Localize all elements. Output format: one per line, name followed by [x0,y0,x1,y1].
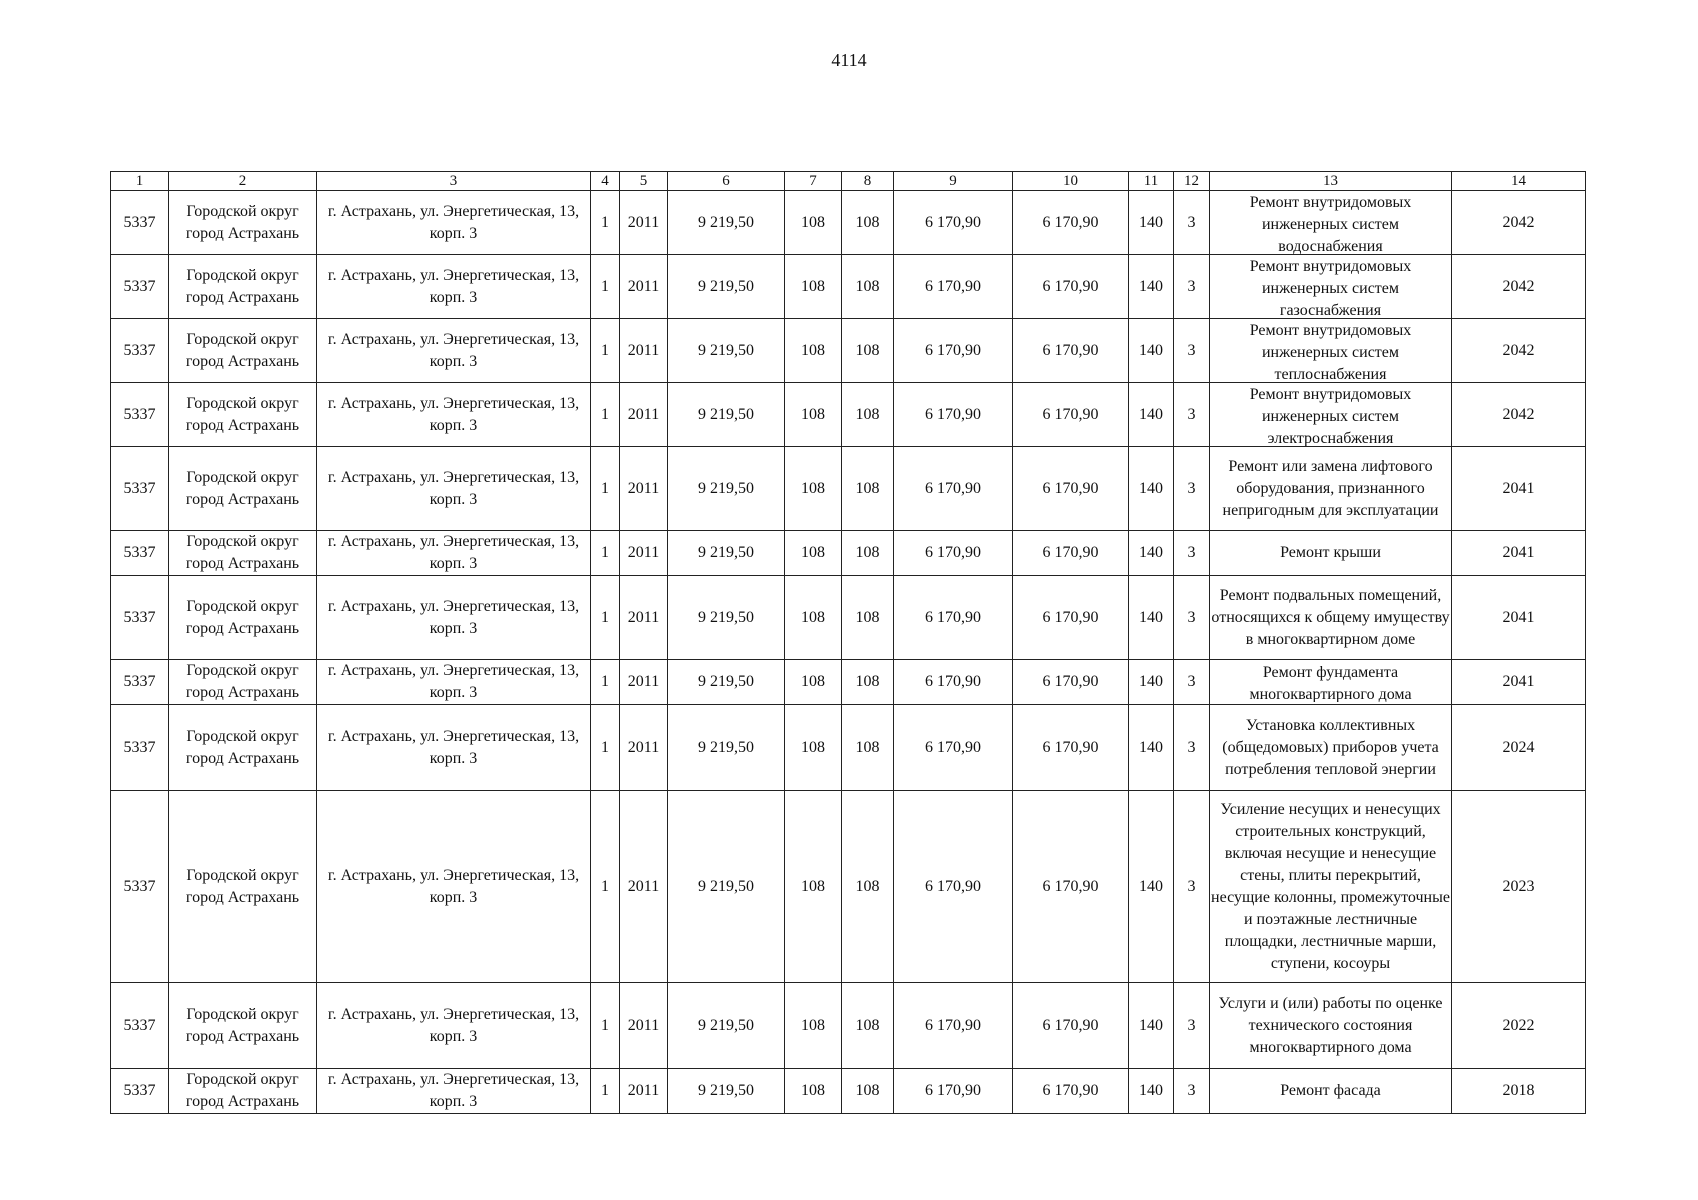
cell-total-area: 9 219,50 [668,1069,785,1114]
cell-col4: 1 [591,319,620,383]
cell-total-area: 9 219,50 [668,319,785,383]
cell-id: 5337 [111,983,169,1069]
cell-col11: 140 [1129,447,1174,531]
cell-address: г. Астрахань, ул. Энергетическая, 13, корп. 3 [317,791,591,983]
cell-area-9: 6 170,90 [894,255,1013,319]
cell-work-type [1210,705,1452,791]
cell-address: г. Астрахань, ул. Энергетическая, 13, корп. 3 [317,447,591,531]
header-cell: 8 [842,172,894,191]
table-row [111,319,1586,383]
cell-year: 2011 [620,319,668,383]
work-type-text: Ремонт фундамента многоквартирного дома [1249,664,1412,702]
cell-col8: 108 [842,319,894,383]
cell-year: 2011 [620,791,668,983]
cell-col7: 108 [785,1069,842,1114]
cell-address: г. Астрахань, ул. Энергетическая, 13, корп. 3 [317,705,591,791]
cell-work-type [1210,383,1452,447]
cell-year: 2011 [620,705,668,791]
cell-total-area: 9 219,50 [668,255,785,319]
cell-total-area: 9 219,50 [668,531,785,576]
cell-area-9: 6 170,90 [894,791,1013,983]
cell-address: г. Астрахань, ул. Энергетическая, 13, корп. 3 [317,531,591,576]
cell-id: 5337 [111,255,169,319]
cell-address: г. Астрахань, ул. Энергетическая, 13, корп. 3 [317,1069,591,1114]
cell-year: 2011 [620,255,668,319]
cell-id: 5337 [111,791,169,983]
table-row [111,255,1586,319]
cell-col4: 1 [591,576,620,660]
cell-col4: 1 [591,255,620,319]
cell-municipality: Городской округ город Астрахань [169,255,317,319]
cell-municipality: Городской округ город Астрахань [169,1069,317,1114]
cell-id: 5337 [111,191,169,255]
cell-area-9: 6 170,90 [894,531,1013,576]
header-cell: 10 [1013,172,1129,191]
cell-area-9: 6 170,90 [894,660,1013,705]
cell-col8: 108 [842,383,894,447]
cell-col8: 108 [842,660,894,705]
cell-plan-year: 2041 [1452,447,1586,531]
table-row [111,576,1586,660]
cell-id: 5337 [111,705,169,791]
cell-col8: 108 [842,447,894,531]
cell-col7: 108 [785,447,842,531]
cell-col7: 108 [785,705,842,791]
cell-col11: 140 [1129,319,1174,383]
cell-address: г. Астрахань, ул. Энергетическая, 13, корп. 3 [317,576,591,660]
cell-work-type [1210,255,1452,319]
cell-col7: 108 [785,791,842,983]
cell-area-10: 6 170,90 [1013,383,1129,447]
cell-col8: 108 [842,576,894,660]
table-row [111,191,1586,255]
cell-col4: 1 [591,660,620,705]
cell-col8: 108 [842,983,894,1069]
cell-municipality: Городской округ город Астрахань [169,531,317,576]
cell-col12: 3 [1174,319,1210,383]
cell-id: 5337 [111,383,169,447]
cell-year: 2011 [620,447,668,531]
cell-address: г. Астрахань, ул. Энергетическая, 13, корп. 3 [317,983,591,1069]
header-cell: 1 [111,172,169,191]
cell-col11: 140 [1129,576,1174,660]
cell-area-9: 6 170,90 [894,383,1013,447]
cell-col4: 1 [591,983,620,1069]
work-type-text: Ремонт внутридомовых инженерных систем газоснабжения [1249,257,1412,318]
cell-col12: 3 [1174,983,1210,1069]
header-cell: 4 [591,172,620,191]
cell-col8: 108 [842,705,894,791]
cell-total-area: 9 219,50 [668,191,785,255]
work-type-text: Ремонт внутридомовых инженерных систем электроснабжения [1249,385,1412,446]
registry-table [110,171,1586,1114]
cell-work-type [1210,983,1452,1069]
cell-col8: 108 [842,255,894,319]
cell-address: г. Астрахань, ул. Энергетическая, 13, корп. 3 [317,255,591,319]
work-type-text: Услуги и (или) работы по оценке технического состояния многоквартирного дома [1218,994,1443,1056]
work-type-text: Ремонт крыши [1280,544,1381,561]
cell-year: 2011 [620,983,668,1069]
cell-area-10: 6 170,90 [1013,447,1129,531]
header-cell: 9 [894,172,1013,191]
cell-area-10: 6 170,90 [1013,1069,1129,1114]
cell-col12: 3 [1174,1069,1210,1114]
cell-work-type [1210,660,1452,705]
header-cell: 13 [1210,172,1452,191]
cell-col4: 1 [591,191,620,255]
work-type-text: Усиление несущих и ненесущих строительных конструкций, включая несущие и ненесущие стены, плиты перекрытий, несущие колонны, промежуточные и поэтажные лестничные площадки, лестничные марши, ступени, косоуры [1211,800,1450,972]
cell-id: 5337 [111,1069,169,1114]
cell-total-area: 9 219,50 [668,660,785,705]
cell-plan-year: 2018 [1452,1069,1586,1114]
cell-col7: 108 [785,660,842,705]
cell-plan-year: 2042 [1452,383,1586,447]
cell-col8: 108 [842,531,894,576]
cell-col8: 108 [842,1069,894,1114]
cell-municipality: Городской округ город Астрахань [169,447,317,531]
cell-area-10: 6 170,90 [1013,319,1129,383]
cell-col12: 3 [1174,660,1210,705]
cell-col7: 108 [785,576,842,660]
cell-work-type [1210,531,1452,576]
cell-area-10: 6 170,90 [1013,705,1129,791]
cell-col7: 108 [785,255,842,319]
cell-area-9: 6 170,90 [894,319,1013,383]
cell-work-type [1210,191,1452,255]
cell-col4: 1 [591,531,620,576]
cell-municipality: Городской округ город Астрахань [169,983,317,1069]
cell-col8: 108 [842,191,894,255]
cell-year: 2011 [620,383,668,447]
cell-address: г. Астрахань, ул. Энергетическая, 13, корп. 3 [317,319,591,383]
cell-col4: 1 [591,791,620,983]
cell-col7: 108 [785,383,842,447]
cell-work-type [1210,791,1452,983]
cell-municipality: Городской округ город Астрахань [169,576,317,660]
cell-work-type [1210,447,1452,531]
cell-municipality: Городской округ город Астрахань [169,791,317,983]
cell-col12: 3 [1174,383,1210,447]
work-type-text: Установка коллективных (общедомовых) приборов учета потребления тепловой энергии [1222,716,1439,778]
cell-plan-year: 2024 [1452,705,1586,791]
work-type-text: Ремонт или замена лифтового оборудования, признанного непригодным для эксплуатации [1222,457,1439,519]
cell-col12: 3 [1174,447,1210,531]
cell-municipality: Городской округ город Астрахань [169,705,317,791]
cell-municipality: Городской округ город Астрахань [169,660,317,705]
cell-work-type [1210,319,1452,383]
work-type-text: Ремонт внутридомовых инженерных систем водоснабжения [1249,193,1412,254]
cell-col12: 3 [1174,531,1210,576]
cell-address: г. Астрахань, ул. Энергетическая, 13, корп. 3 [317,191,591,255]
cell-area-10: 6 170,90 [1013,660,1129,705]
cell-total-area: 9 219,50 [668,983,785,1069]
table-row [111,791,1586,983]
cell-municipality: Городской округ город Астрахань [169,191,317,255]
cell-col7: 108 [785,319,842,383]
header-cell: 12 [1174,172,1210,191]
table-row [111,660,1586,705]
table-row [111,1069,1586,1114]
cell-col12: 3 [1174,791,1210,983]
cell-col4: 1 [591,383,620,447]
cell-col7: 108 [785,983,842,1069]
cell-id: 5337 [111,660,169,705]
header-cell: 2 [169,172,317,191]
cell-id: 5337 [111,531,169,576]
cell-work-type [1210,576,1452,660]
table-row [111,383,1586,447]
cell-col12: 3 [1174,705,1210,791]
cell-total-area: 9 219,50 [668,705,785,791]
cell-area-9: 6 170,90 [894,705,1013,791]
cell-id: 5337 [111,447,169,531]
cell-col11: 140 [1129,531,1174,576]
cell-municipality: Городской округ город Астрахань [169,319,317,383]
cell-area-9: 6 170,90 [894,191,1013,255]
table-row [111,531,1586,576]
cell-total-area: 9 219,50 [668,447,785,531]
cell-col4: 1 [591,1069,620,1114]
header-cell: 14 [1452,172,1586,191]
cell-plan-year: 2041 [1452,660,1586,705]
cell-id: 5337 [111,576,169,660]
cell-col11: 140 [1129,255,1174,319]
cell-work-type [1210,1069,1452,1114]
cell-plan-year: 2041 [1452,531,1586,576]
cell-total-area: 9 219,50 [668,576,785,660]
cell-year: 2011 [620,576,668,660]
header-row [111,172,1586,191]
cell-year: 2011 [620,660,668,705]
cell-col7: 108 [785,191,842,255]
cell-plan-year: 2042 [1452,319,1586,383]
work-type-text: Ремонт внутридомовых инженерных систем теплоснабжения [1249,321,1412,382]
cell-area-9: 6 170,90 [894,576,1013,660]
cell-area-10: 6 170,90 [1013,191,1129,255]
cell-col12: 3 [1174,576,1210,660]
cell-year: 2011 [620,1069,668,1114]
cell-area-10: 6 170,90 [1013,983,1129,1069]
page-number: 4114 [831,50,867,70]
cell-area-10: 6 170,90 [1013,576,1129,660]
cell-col11: 140 [1129,1069,1174,1114]
cell-area-10: 6 170,90 [1013,531,1129,576]
cell-total-area: 9 219,50 [668,791,785,983]
header-cell: 11 [1129,172,1174,191]
table-row [111,983,1586,1069]
cell-plan-year: 2023 [1452,791,1586,983]
cell-address: г. Астрахань, ул. Энергетическая, 13, корп. 3 [317,383,591,447]
header-cell: 7 [785,172,842,191]
cell-area-9: 6 170,90 [894,447,1013,531]
cell-col7: 108 [785,531,842,576]
cell-col12: 3 [1174,191,1210,255]
cell-col12: 3 [1174,255,1210,319]
work-type-text: Ремонт фасада [1280,1082,1381,1099]
cell-plan-year: 2042 [1452,255,1586,319]
cell-col11: 140 [1129,983,1174,1069]
cell-plan-year: 2042 [1452,191,1586,255]
cell-area-10: 6 170,90 [1013,791,1129,983]
work-type-text: Ремонт подвальных помещений, относящихся к общему имуществу в многоквартирном доме [1211,586,1450,648]
cell-col11: 140 [1129,705,1174,791]
table-body [111,191,1586,1114]
cell-total-area: 9 219,50 [668,383,785,447]
cell-col8: 108 [842,791,894,983]
cell-col4: 1 [591,447,620,531]
cell-col4: 1 [591,705,620,791]
cell-address: г. Астрахань, ул. Энергетическая, 13, корп. 3 [317,660,591,705]
header-cell: 3 [317,172,591,191]
cell-col11: 140 [1129,383,1174,447]
cell-year: 2011 [620,191,668,255]
cell-plan-year: 2022 [1452,983,1586,1069]
cell-col11: 140 [1129,191,1174,255]
header-cell: 6 [668,172,785,191]
cell-municipality: Городской округ город Астрахань [169,383,317,447]
cell-id: 5337 [111,319,169,383]
cell-area-10: 6 170,90 [1013,255,1129,319]
cell-col11: 140 [1129,660,1174,705]
cell-plan-year: 2041 [1452,576,1586,660]
table-row [111,705,1586,791]
header-cell: 5 [620,172,668,191]
cell-year: 2011 [620,531,668,576]
table-row [111,447,1586,531]
cell-col11: 140 [1129,791,1174,983]
cell-area-9: 6 170,90 [894,983,1013,1069]
cell-area-9: 6 170,90 [894,1069,1013,1114]
